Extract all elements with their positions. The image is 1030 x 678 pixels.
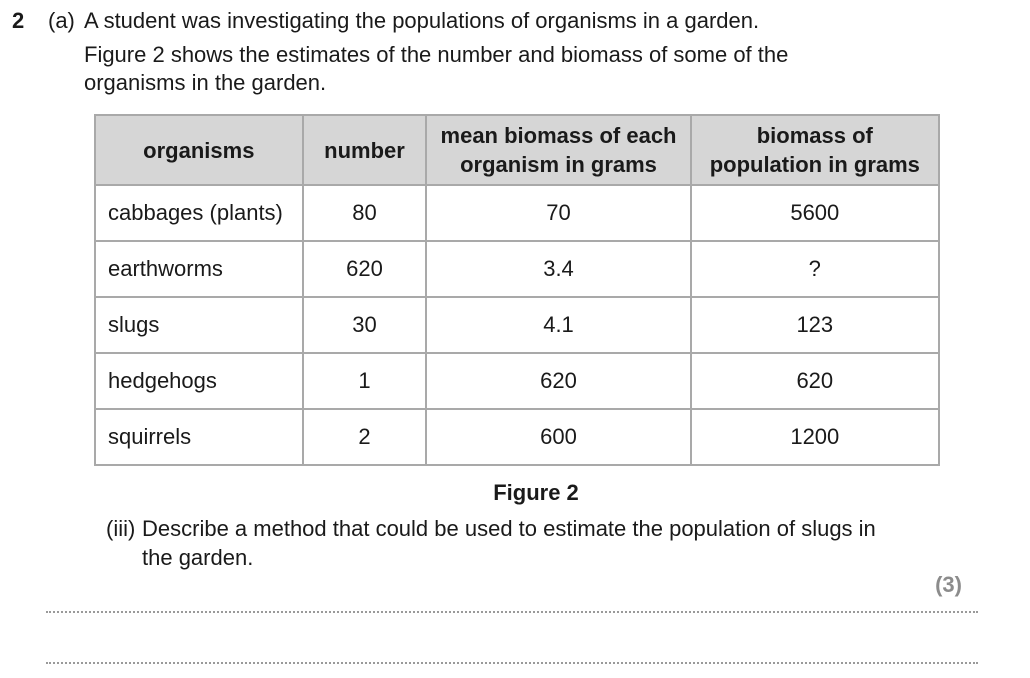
header-organisms: organisms [95,115,303,185]
table-row [95,297,939,353]
mean-biomass-cell: 620 [426,353,690,409]
table-row [95,185,939,241]
figure-2-table [94,114,940,466]
intro-line-1: A student was investigating the populations of organisms in a garden. [84,8,760,33]
number-cell: 620 [303,241,427,297]
organism-cell: hedgehogs [95,353,303,409]
table-row [95,241,939,297]
table-header-row [95,115,939,185]
population-biomass-cell: 5600 [691,185,939,241]
intro-line-3: organisms in the garden. [84,70,327,95]
subquestion-text-line-2: the garden. [142,545,254,570]
marks-label: (3) [935,572,962,597]
population-biomass-cell: 1200 [691,409,939,465]
answer-line[interactable] [46,662,978,664]
question-number: 2 [12,8,25,33]
subquestion-label: (iii) [106,516,136,541]
organism-cell: earthworms [95,241,303,297]
number-cell: 30 [303,297,427,353]
number-cell: 2 [303,409,427,465]
organism-cell: squirrels [95,409,303,465]
intro-line-2: Figure 2 shows the estimates of the number and biomass of some of the [84,42,789,67]
population-biomass-cell: 620 [691,353,939,409]
mean-biomass-cell: 600 [426,409,690,465]
table-row [95,353,939,409]
number-cell: 80 [303,185,427,241]
table-row [95,409,939,465]
answer-line[interactable] [46,611,978,613]
mean-biomass-cell: 3.4 [426,241,690,297]
part-label: (a) [48,8,75,33]
header-mean-biomass: mean biomass of each organism in grams [426,115,690,185]
population-biomass-cell: 123 [691,297,939,353]
header-number: number [303,115,427,185]
organism-cell: slugs [95,297,303,353]
figure-caption: Figure 2 [493,480,579,505]
mean-biomass-cell: 4.1 [426,297,690,353]
header-population-biomass: biomass of population in grams [691,115,939,185]
population-biomass-cell: ? [691,241,939,297]
organism-cell: cabbages (plants) [95,185,303,241]
number-cell: 1 [303,353,427,409]
subquestion-text-line-1: Describe a method that could be used to estimate the population of slugs in [142,516,876,541]
mean-biomass-cell: 70 [426,185,690,241]
